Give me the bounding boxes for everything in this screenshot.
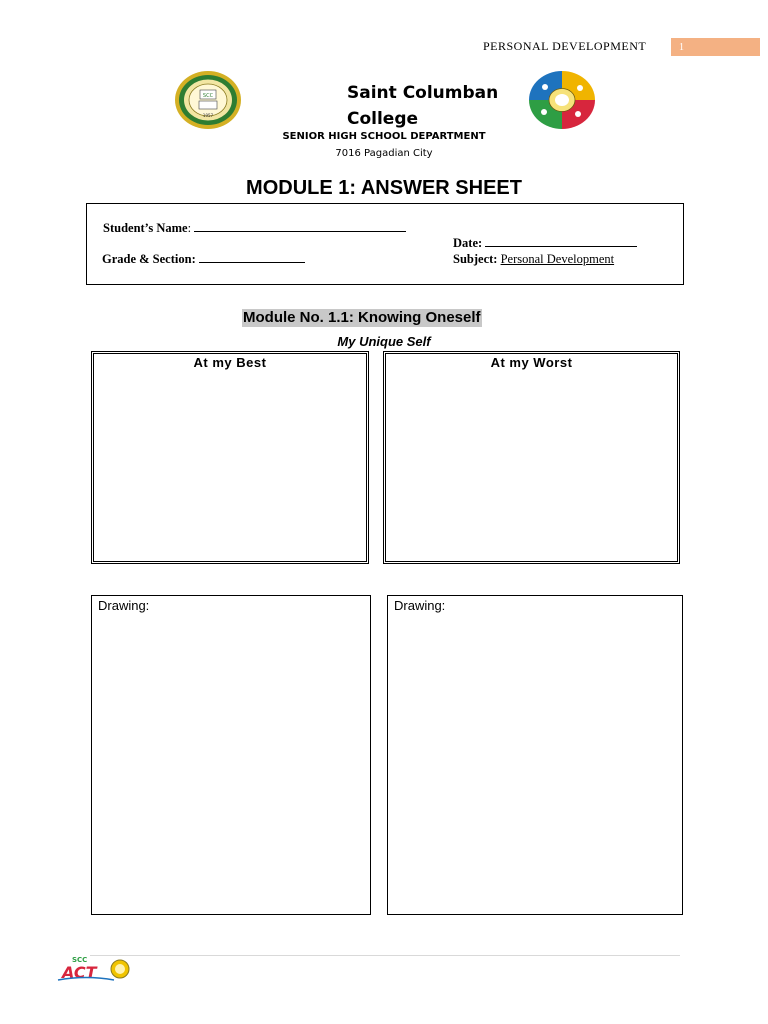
section-subtitle: My Unique Self: [337, 334, 431, 349]
student-name-label: Student’s Name: [103, 221, 188, 235]
footer-logo-text: ACT: [62, 963, 97, 982]
subject-label: Subject:: [453, 252, 498, 266]
grade-section-label: Grade & Section:: [102, 252, 196, 266]
grade-section-blank[interactable]: [199, 252, 305, 263]
seal-text: SCC: [202, 93, 214, 99]
act-footer-logo: [56, 953, 136, 983]
drawing-label-left: Drawing:: [98, 598, 150, 613]
module-title: MODULE 1: ANSWER SHEET: [246, 177, 522, 199]
college-seal-logo: [174, 70, 242, 130]
subject-field: [453, 252, 614, 267]
student-name-field: Student’s Name:: [103, 221, 406, 236]
drawing-box-left[interactable]: [91, 595, 371, 915]
date-field: [453, 236, 637, 251]
at-my-worst-heading: At my Worst: [490, 355, 573, 370]
grade-section-field: [102, 252, 305, 267]
drawing-box-right[interactable]: [387, 595, 683, 915]
school-address: 7016 Pagadian City: [335, 148, 433, 159]
date-blank[interactable]: [485, 236, 637, 247]
date-label: Date:: [453, 236, 483, 250]
student-info-box: [86, 203, 684, 285]
at-my-best-box[interactable]: [91, 351, 369, 564]
page-number-badge: 1: [671, 38, 760, 56]
student-name-blank[interactable]: [194, 221, 406, 232]
header-title: PERSONAL DEVELOPMENT: [483, 39, 647, 53]
subject-value: Personal Development: [500, 252, 615, 266]
footer-divider: [90, 955, 680, 956]
at-my-best-heading: At my Best: [193, 355, 267, 370]
module-number-heading: Module No. 1.1: Knowing Oneself: [243, 309, 481, 326]
school-name: Saint Columban College: [347, 83, 499, 129]
seal-year: 1957: [202, 113, 214, 118]
department-name: SENIOR HIGH SCHOOL DEPARTMENT: [282, 131, 486, 142]
department-wheel-logo: [528, 70, 596, 130]
at-my-worst-box[interactable]: [383, 351, 680, 564]
drawing-label-right: Drawing:: [394, 598, 446, 613]
footer-logo-small-text: SCC: [72, 956, 88, 964]
